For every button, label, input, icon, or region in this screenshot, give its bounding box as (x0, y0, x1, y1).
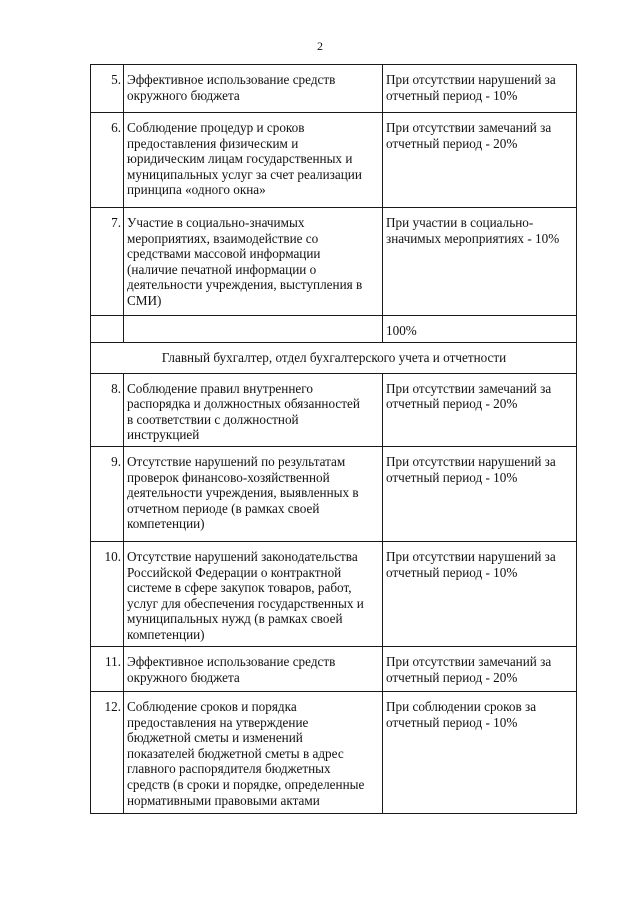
evaluation-condition: При отсутствии нарушений за отчетный период - 10% (383, 541, 577, 646)
row-number: 12. (91, 691, 124, 813)
row-number: 8. (91, 373, 124, 446)
row-number: 11. (91, 646, 124, 691)
section-header: Главный бухгалтер, отдел бухгалтерского учета и отчетности (91, 342, 577, 373)
row-number: 9. (91, 446, 124, 541)
row-number: 5. (91, 65, 124, 113)
criterion-text: Отсутствие нарушений по результатам проверок финансово-хозяйственной деятельности учреждения, выявленных в отчетном периоде (в рамках своей компетенции) (124, 446, 383, 541)
row-number (91, 316, 124, 343)
evaluation-condition: При отсутствии нарушений за отчетный период - 10% (383, 65, 577, 113)
table-row (91, 691, 577, 813)
total-row (91, 316, 577, 343)
evaluation-condition: При отсутствии замечаний за отчетный период - 20% (383, 373, 577, 446)
criterion-text: Эффективное использование средств окружного бюджета (124, 646, 383, 691)
evaluation-condition: При отсутствии замечаний за отчетный период - 20% (383, 646, 577, 691)
criterion-text: Эффективное использование средств окружного бюджета (124, 65, 383, 113)
table-row (91, 373, 577, 446)
criterion-text: Соблюдение сроков и порядка предоставления на утверждение бюджетной сметы и изменений показателей бюджетной сметы в адрес главного распорядителя бюджетных средств (в сроки и порядке, определенные нормативными правовыми актами (124, 691, 383, 813)
table-row (91, 113, 577, 208)
row-number: 10. (91, 541, 124, 646)
criterion-text (124, 316, 383, 343)
criterion-text: Соблюдение процедур и сроков предоставления физическим и юридическим лицам государственных и муниципальных услуг за счет реализации принципа «одного окна» (124, 113, 383, 208)
evaluation-condition: При отсутствии замечаний за отчетный период - 20% (383, 113, 577, 208)
evaluation-condition: При соблюдении сроков за отчетный период - 10% (383, 691, 577, 813)
section-header-row (91, 342, 577, 373)
criterion-text: Отсутствие нарушений законодательства Российской Федерации о контрактной системе в сфере закупок товаров, работ, услуг для обеспечения государственных и муниципальных нужд (в рамках своей компетенции) (124, 541, 383, 646)
criteria-table (90, 64, 577, 814)
page-number: 2 (317, 39, 323, 53)
table-row (91, 208, 577, 316)
table-row (91, 65, 577, 113)
row-number: 7. (91, 208, 124, 316)
row-number: 6. (91, 113, 124, 208)
table-row (91, 541, 577, 646)
evaluation-condition: При отсутствии нарушений за отчетный период - 10% (383, 446, 577, 541)
criterion-text: Участие в социально-значимых мероприятиях, взаимодействие со средствами массовой информации (наличие печатной информации о деятельности учреждения, выступления в СМИ) (124, 208, 383, 316)
criterion-text: Соблюдение правил внутреннего распорядка и должностных обязанностей в соответствии с должностной инструкцией (124, 373, 383, 446)
total-value: 100% (383, 316, 577, 343)
evaluation-condition: При участии в социально- значимых мероприятиях - 10% (383, 208, 577, 316)
table-row (91, 646, 577, 691)
table-row (91, 446, 577, 541)
